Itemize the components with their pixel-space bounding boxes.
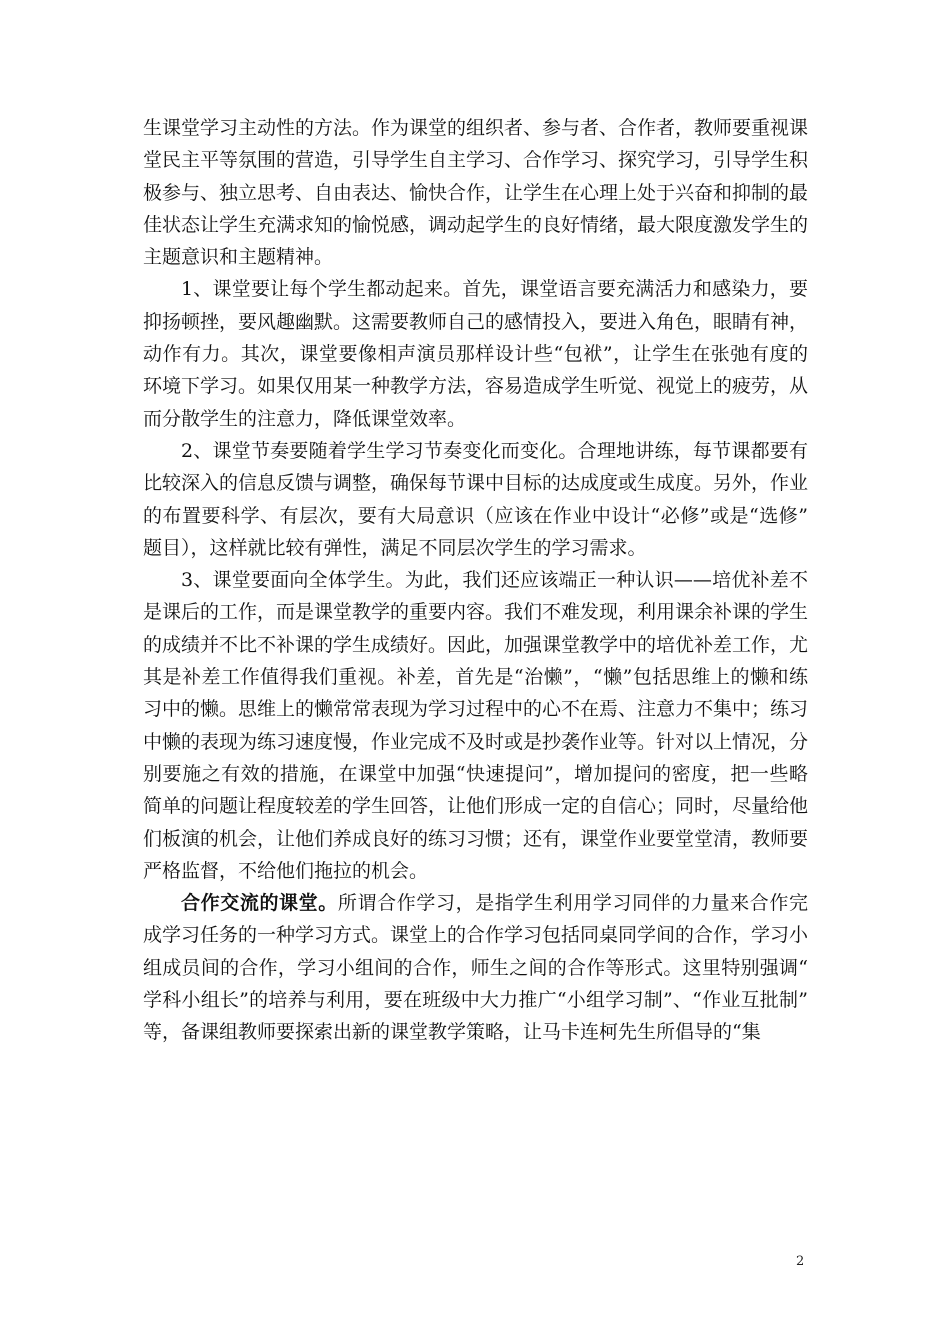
paragraph-cooperative-classroom [143, 887, 808, 1048]
paragraph-point-2: 2、课堂节奏要随着学生学习节奏变化而变化。合理地讲练，每节课都要有比较深入的信息反馈与调整，确保每节课中目标的达成度或生成度。另外，作业的布置要科学、有层次，要有大局意识（应该在作业中设计“必修”或是“选修”题目），这样就比较有弹性，满足不同层次学生的学习需求。 [143, 439, 809, 559]
section-lead-heading: 合作交流的课堂。 [181, 892, 338, 915]
paragraph-point-1: 1、课堂要让每个学生都动起来。首先，课堂语言要充满活力和感染力，要抑扬顿挫，要风趣幽默。这需要教师自己的感情投入，要进入角色，眼睛有神，动作有力。其次，课堂要像相声演员那样设计些“包袱”，让学生在张弛有度的环境下学习。如果仅用某一种教学方法，容易造成学生听觉、视觉上的疲劳，从而分散学生的注意力，降低课堂效率。 [143, 278, 809, 430]
page-number: 2 [796, 1254, 805, 1269]
document-page [143, 112, 808, 1049]
paragraph-point-3: 3、课堂要面向全体学生。为此，我们还应该端正一种认识——培优补差不是课后的工作，而是课堂教学的重要内容。我们不难发现，利用课余补课的学生的成绩并不比不补课的学生成绩好。因此，加强课堂教学中的培优补差工作，尤其是补差工作值得我们重视。补差，首先是“治懒”，“懒”包括思维上的懒和练习中的懒。思维上的懒常常表现为学习过程中的心不在焉、注意力不集中；练习中懒的表现为练习速度慢，作业完成不及时或是抄袭作业等。针对以上情况，分别要施之有效的措施，在课堂中加强“快速提问”，增加提问的密度，把一些略简单的问题让程度较差的学生回答，让他们形成一定的自信心；同时，尽量给他们板演的机会，让他们养成良好的练习习惯；还有，课堂作业要堂堂清，教师要严格监督，不给他们拖拉的机会。 [143, 569, 809, 882]
paragraph-continued: 生课堂学习主动性的方法。作为课堂的组织者、参与者、合作者，教师要重视课堂民主平等氛围的营造，引导学生自主学习、合作学习、探究学习，引导学生积极参与、独立思考、自由表达、愉快合作，让学生在心理上处于兴奋和抑制的最佳状态让学生充满求知的愉悦感，调动起学生的良好情绪，最大限度激发学生的主题意识和主题精神。 [143, 117, 809, 269]
section-lead-body: 所谓合作学习，是指学生利用学习同伴的力量来合作完成学习任务的一种学习方式。课堂上的合作学习包括同桌同学间的合作，学习小组成员间的合作，学习小组间的合作，师生之间的合作等形式。这里特别强调“学科小组长”的培养与利用，要在班级中大力推广“小组学习制”、“作业互批制”等，备课组教师要探索出新的课堂教学策略，让马卡连柯先生所倡导的“集 [143, 892, 809, 1044]
